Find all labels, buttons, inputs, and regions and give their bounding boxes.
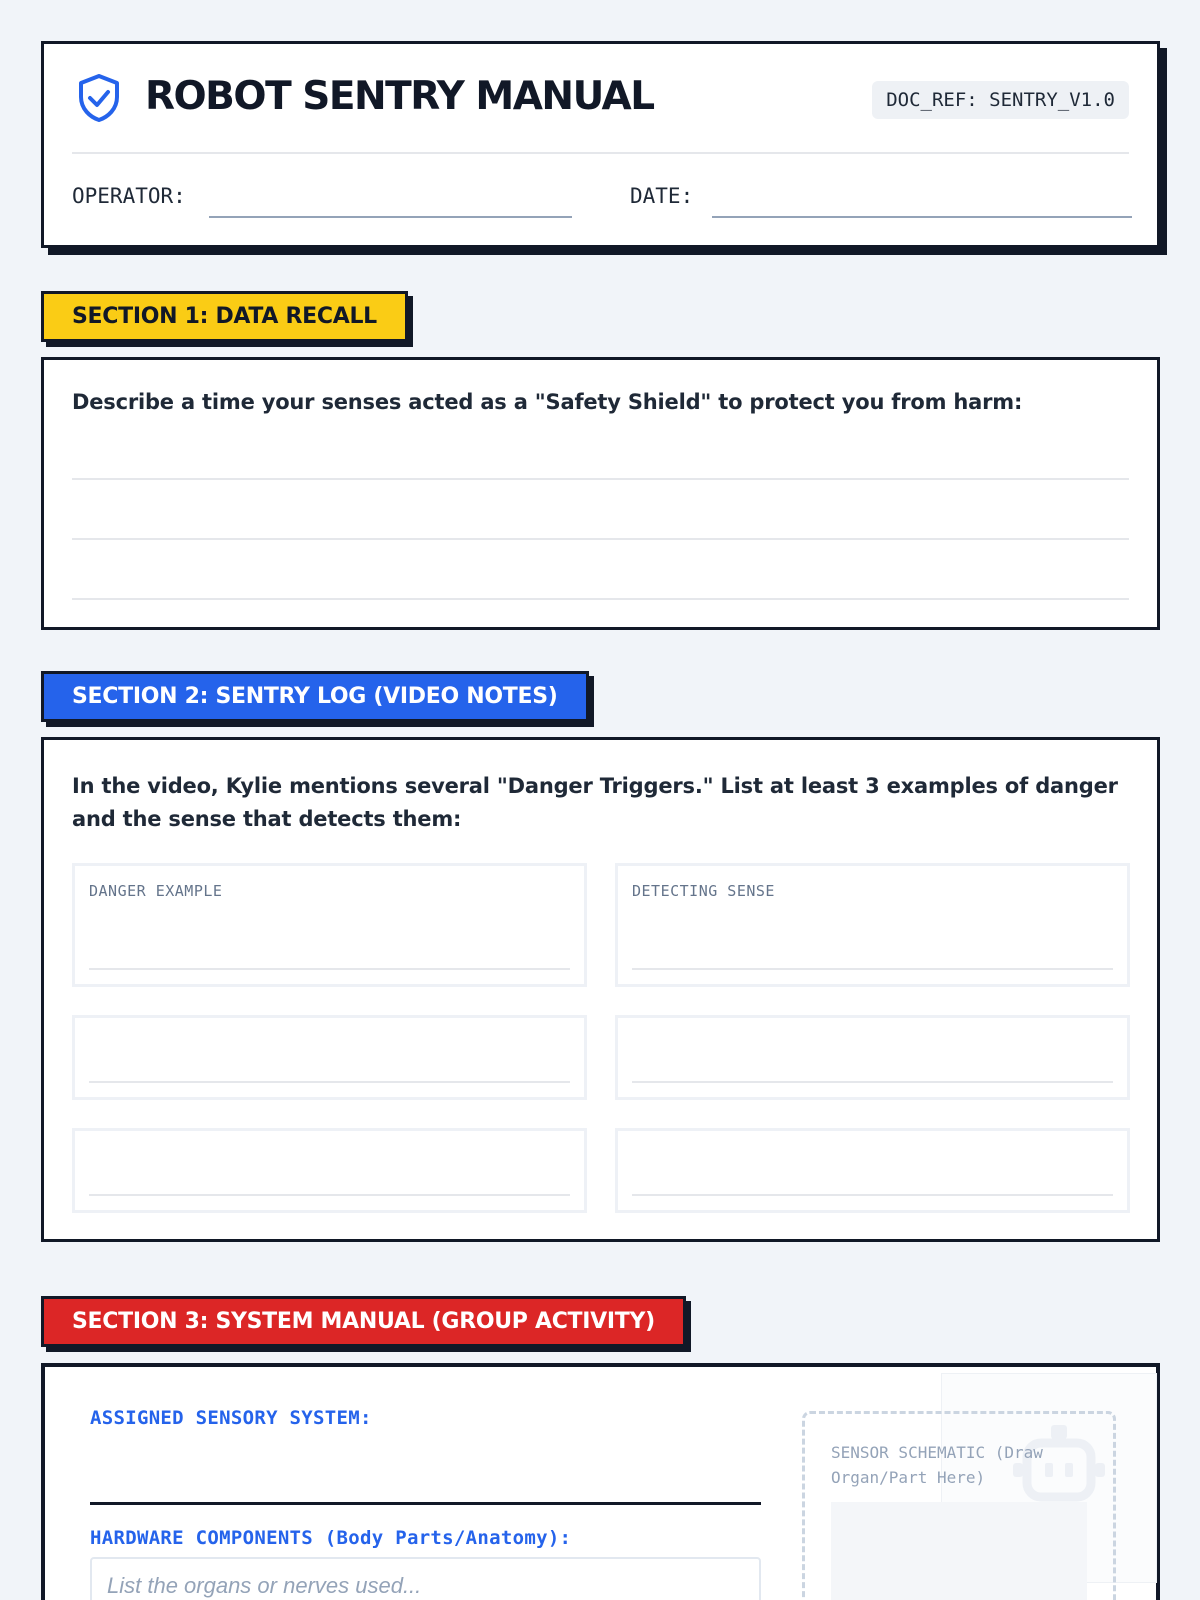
section1-tag: SECTION 1: DATA RECALL — [41, 291, 408, 342]
cell-line — [89, 1194, 570, 1196]
hardware-components-input[interactable]: List the organs or nerves used... — [90, 1557, 761, 1600]
section2-tag: SECTION 2: SENTRY LOG (VIDEO NOTES) — [41, 671, 589, 722]
danger-example-header: DANGER EXAMPLE — [89, 882, 223, 900]
sensor-schematic-label: SENSOR SCHEMATIC (Draw Organ/Part Here) — [831, 1443, 1043, 1487]
doc-ref-badge: DOC_REF: SENTRY_V1.0 — [872, 81, 1129, 119]
section3-panel — [41, 1363, 1160, 1600]
cell-line — [632, 968, 1113, 970]
header-divider — [72, 152, 1129, 154]
shield-check-icon — [77, 73, 121, 123]
answer-line-2[interactable] — [72, 538, 1129, 540]
section3-tag: SECTION 3: SYSTEM MANUAL (GROUP ACTIVITY) — [41, 1296, 686, 1347]
detecting-sense-cell-1[interactable] — [615, 863, 1130, 987]
danger-example-cell-1[interactable] — [72, 863, 587, 987]
date-field[interactable] — [712, 216, 1132, 218]
header-card — [41, 41, 1160, 248]
section1-prompt: Describe a time your senses acted as a "Safety Shield" to protect you from harm: — [72, 390, 1023, 414]
date-label: DATE: — [630, 184, 694, 208]
section1-panel — [41, 357, 1160, 630]
operator-field[interactable] — [209, 216, 572, 218]
sensor-schematic-box[interactable] — [802, 1411, 1116, 1600]
answer-line-3[interactable] — [72, 598, 1129, 600]
hardware-components-label: HARDWARE COMPONENTS (Body Parts/Anatomy): — [90, 1527, 572, 1549]
assigned-system-field[interactable] — [90, 1502, 761, 1505]
schematic-drawing-area[interactable] — [831, 1502, 1087, 1600]
danger-example-cell-3[interactable] — [72, 1128, 587, 1213]
assigned-system-label: ASSIGNED SENSORY SYSTEM: — [90, 1407, 372, 1429]
answer-line-1[interactable] — [72, 478, 1129, 480]
cell-line — [89, 1081, 570, 1083]
danger-example-cell-2[interactable] — [72, 1015, 587, 1100]
detecting-sense-cell-2[interactable] — [615, 1015, 1130, 1100]
cell-line — [89, 968, 570, 970]
section2-prompt: In the video, Kylie mentions several "Danger Triggers." List at least 3 examples of danger and the sense that detects them: — [72, 774, 1118, 831]
cell-line — [632, 1081, 1113, 1083]
detecting-sense-cell-3[interactable] — [615, 1128, 1130, 1213]
cell-line — [632, 1194, 1113, 1196]
section2-panel — [41, 737, 1160, 1242]
detecting-sense-header: DETECTING SENSE — [632, 882, 775, 900]
operator-label: OPERATOR: — [72, 184, 186, 208]
page-title: ROBOT SENTRY MANUAL — [145, 74, 654, 119]
